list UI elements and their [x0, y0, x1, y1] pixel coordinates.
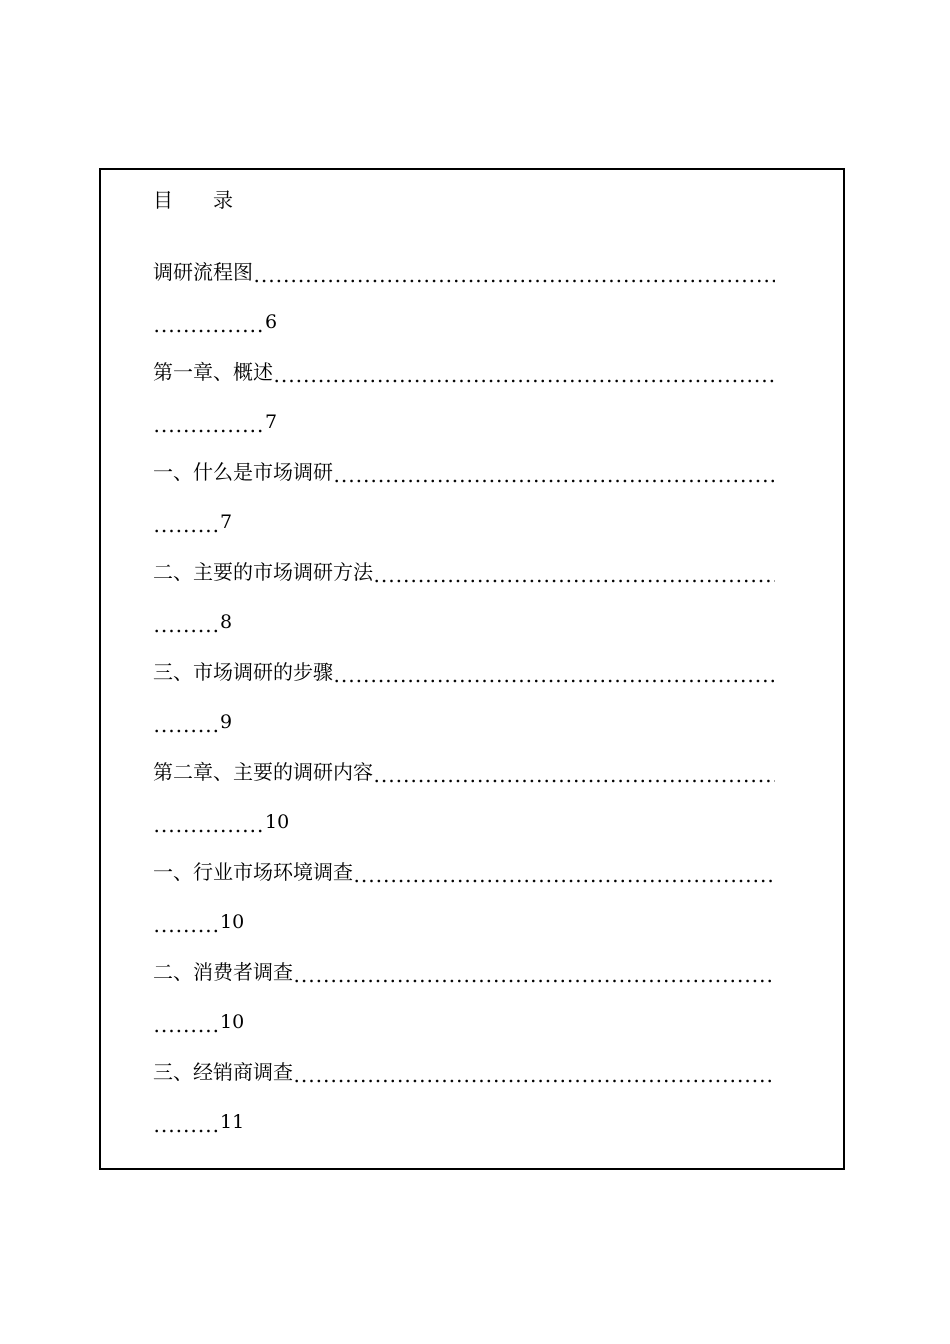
dot-leader — [373, 558, 775, 586]
toc-entry-label: 第二章、主要的调研内容 — [153, 760, 373, 784]
toc-entry[interactable] — [153, 758, 775, 858]
toc-entry-page-line — [153, 708, 232, 736]
toc-entry[interactable] — [153, 858, 775, 958]
toc-list — [153, 258, 775, 1158]
dot-leader — [253, 258, 775, 286]
dot-leader — [293, 958, 775, 986]
dot-leader — [153, 508, 219, 536]
dot-leader — [153, 808, 264, 836]
toc-entry-label: 调研流程图 — [153, 260, 253, 284]
toc-entry-label: 三、市场调研的步骤 — [153, 660, 333, 684]
toc-entry-line — [153, 358, 775, 386]
dot-leader — [373, 758, 775, 786]
toc-entry[interactable] — [153, 258, 775, 358]
toc-entry-page: 7 — [265, 411, 278, 433]
toc-entry-page-line — [153, 1008, 244, 1036]
dot-leader — [153, 708, 219, 736]
toc-entry[interactable] — [153, 458, 775, 558]
toc-entry-page-line — [153, 608, 232, 636]
toc-entry-label: 二、消费者调查 — [153, 960, 293, 984]
dot-leader — [333, 658, 775, 686]
toc-entry-line — [153, 958, 775, 986]
toc-entry-line — [153, 1058, 775, 1086]
dot-leader — [333, 458, 775, 486]
toc-entry-line — [153, 458, 775, 486]
toc-entry[interactable] — [153, 1058, 775, 1158]
toc-entry-label: 二、主要的市场调研方法 — [153, 560, 373, 584]
toc-frame — [99, 168, 845, 1170]
toc-entry-line — [153, 558, 775, 586]
dot-leader — [293, 1058, 775, 1086]
toc-entry-page-line — [153, 808, 289, 836]
toc-entry-line — [153, 258, 775, 286]
dot-leader — [153, 308, 264, 336]
toc-entry-page: 10 — [220, 911, 245, 933]
toc-entry-line — [153, 758, 775, 786]
toc-title: 目 录 — [153, 188, 233, 212]
toc-entry-page: 10 — [220, 1011, 245, 1033]
dot-leader — [153, 608, 219, 636]
toc-entry-label: 一、行业市场环境调查 — [153, 860, 353, 884]
toc-entry-line — [153, 658, 775, 686]
toc-entry-page-line — [153, 408, 277, 436]
dot-leader — [353, 858, 775, 886]
toc-entry-page: 9 — [220, 711, 233, 733]
toc-entry[interactable] — [153, 358, 775, 458]
dot-leader — [153, 908, 219, 936]
toc-entry-page: 7 — [220, 511, 233, 533]
dot-leader — [153, 1008, 219, 1036]
toc-entry-page-line — [153, 508, 232, 536]
toc-entry-page: 11 — [220, 1111, 245, 1133]
toc-entry-page: 6 — [265, 311, 278, 333]
dot-leader — [273, 358, 775, 386]
toc-entry-label: 一、什么是市场调研 — [153, 460, 333, 484]
toc-entry-label: 三、经销商调查 — [153, 1060, 293, 1084]
dot-leader — [153, 408, 264, 436]
toc-entry[interactable] — [153, 658, 775, 758]
toc-entry[interactable] — [153, 958, 775, 1058]
toc-entry-page: 8 — [220, 611, 233, 633]
toc-entry-page-line — [153, 1108, 244, 1136]
toc-entry-page-line — [153, 908, 244, 936]
toc-entry[interactable] — [153, 558, 775, 658]
dot-leader — [153, 1108, 219, 1136]
toc-entry-label: 第一章、概述 — [153, 360, 273, 384]
toc-entry-line — [153, 858, 775, 886]
toc-entry-page: 10 — [265, 811, 290, 833]
toc-entry-page-line — [153, 308, 277, 336]
